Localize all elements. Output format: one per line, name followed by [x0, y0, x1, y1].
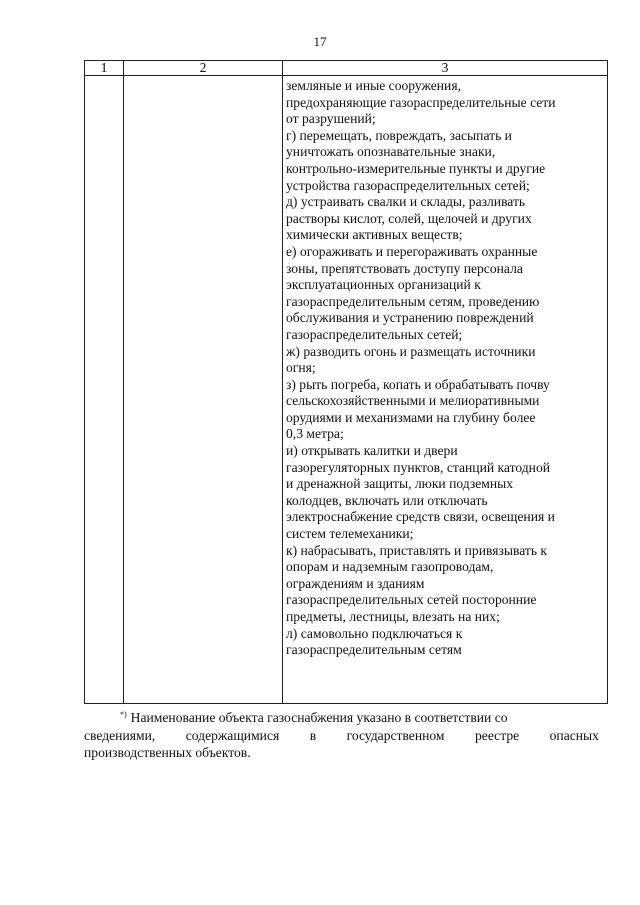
footnote	[84, 706, 599, 762]
footnote-line-3: производственных объектов.	[84, 745, 251, 760]
cell-line: газорегуляторных пунктов, станций катодной	[286, 459, 551, 475]
document-table	[84, 60, 608, 704]
cell-line: ж) разводить огонь и размещать источники	[286, 343, 536, 359]
footnote-line-1	[84, 706, 599, 727]
footnote-text-1: Наименование объекта газоснабжения указано в соответствии со	[130, 710, 508, 725]
cell-line: от разрушений;	[286, 111, 376, 127]
cell-line: г) перемещать, повреждать, засыпать и	[286, 127, 512, 143]
table-cell-col2	[124, 76, 283, 704]
cell-line: зоны, препятствовать доступу персонала	[286, 260, 523, 276]
table-header-row	[85, 61, 608, 76]
column-header-2: 2	[124, 61, 283, 76]
cell-line: опорам и надземным газопроводам,	[286, 559, 494, 575]
table-cell-col3	[283, 76, 608, 704]
cell-line: эксплуатационных организаций к	[286, 277, 481, 293]
footnote-word: в	[309, 727, 317, 743]
footnote-word: сведениями,	[84, 727, 156, 743]
cell-line: газораспределительным сетям	[286, 642, 462, 658]
cell-line: з) рыть погреба, копать и обрабатывать почву	[286, 376, 550, 392]
cell-line: колодцев, включать или отключать	[286, 492, 488, 508]
cell-line: растворы кислот, солей, щелочей и других	[286, 210, 532, 226]
cell-line: д) устраивать свалки и склады, разливать	[286, 194, 526, 210]
table-cell-col1	[85, 76, 124, 704]
footnote-word: государственном	[346, 727, 445, 743]
cell-line: и) открывать калитки и двери	[286, 443, 458, 459]
cell-line: уничтожать опознавательные знаки,	[286, 144, 496, 160]
cell-line: газораспределительных сетей посторонние	[286, 592, 537, 608]
footnote-word: реестре	[474, 727, 520, 743]
cell-line: систем телемеханики;	[286, 526, 414, 542]
cell-line: газораспределительных сетей;	[286, 326, 463, 342]
cell-line: химически активных веществ;	[286, 227, 463, 243]
page-number: 17	[313, 34, 327, 49]
cell-line: 0,3 метра;	[286, 426, 344, 442]
cell-line: предметы, лестницы, влезать на них;	[286, 609, 500, 624]
table-row	[85, 76, 608, 704]
column-header-1: 1	[85, 61, 124, 76]
cell-line: предохраняющие газораспределительные сети	[286, 94, 556, 110]
cell-line: огня;	[286, 360, 316, 376]
column-header-3: 3	[283, 61, 608, 76]
cell-line: сельскохозяйственными и мелиоративными	[286, 393, 540, 409]
footnote-marker: *)	[120, 710, 127, 719]
cell-line: к) набрасывать, приставлять и привязывать к	[286, 542, 548, 558]
cell-line: газораспределительным сетям, проведению	[286, 293, 540, 309]
cell-line: орудиями и механизмами на глубину более	[286, 409, 536, 425]
cell-text-block	[283, 76, 607, 659]
footnote-line-2	[84, 727, 599, 745]
cell-line: л) самовольно подключаться к	[286, 625, 463, 641]
footnote-word: опасных	[549, 727, 599, 743]
cell-line: земляные и иные сооружения,	[286, 78, 461, 93]
cell-line: контрольно-измерительные пункты и другие	[286, 160, 546, 176]
cell-line: ограждениям и зданиям	[286, 575, 425, 591]
cell-line: и дренажной защиты, люки подземных	[286, 476, 514, 492]
cell-line: устройства газораспределительных сетей;	[286, 177, 530, 193]
cell-line: е) огораживать и перегораживать охранные	[286, 243, 538, 259]
cell-line: обслуживания и устранению повреждений	[286, 310, 534, 326]
footnote-word: содержащимися	[185, 727, 280, 743]
cell-line: электроснабжение средств связи, освещения и	[286, 509, 555, 525]
